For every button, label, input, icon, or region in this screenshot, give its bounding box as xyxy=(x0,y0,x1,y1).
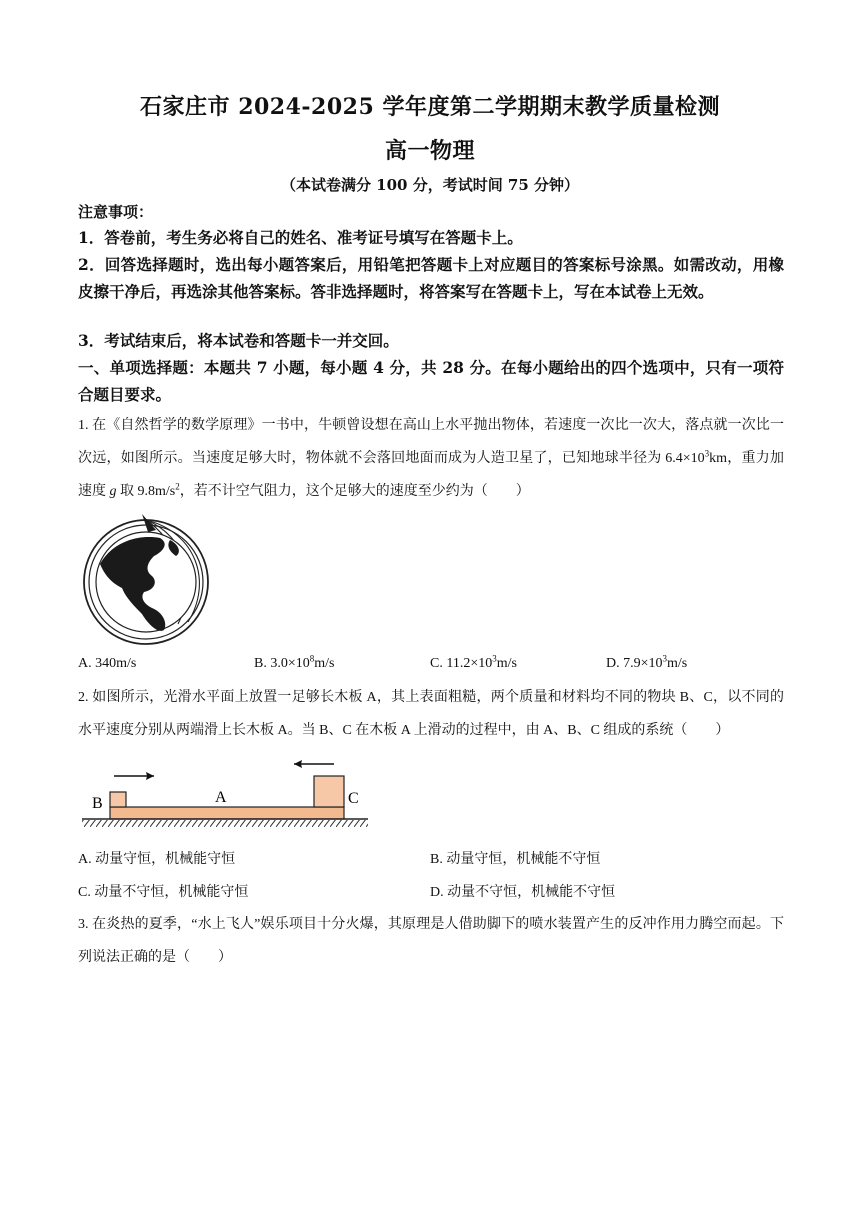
notice-heading: 注意事项： xyxy=(78,203,154,221)
section-heading: 一、单项选择题：本题共 7 小题，每小题 4 分，共 28 分。在每小题给出的四个选项中，只有一项符合题目要求。 xyxy=(78,358,784,404)
notice-item-3: 3．考试结束后，将本试卷和答题卡一并交回。 xyxy=(78,331,399,350)
board-a xyxy=(110,807,344,819)
question-3-text: 3. 在炎热的夏季，“水上飞人”娱乐项目十分火爆，其原理是人借助脚下的喷水装置产生的反冲作用力腾空而起。下列说法正确的是（ ） xyxy=(78,917,784,965)
q1-option-b[interactable]: B. $3.0\times 10^8m/s$ xyxy=(254,653,335,671)
label-b: B xyxy=(92,795,103,812)
exam-title: 石家庄市 2024-2025 学年度第二学期期末教学质量检测 xyxy=(140,94,720,120)
question-1-text: 1. 在《自然哲学的数学原理》一书中，牛顿曾设想在高山上水平抛出物体，若速度一次比一次大，落点就一次比一次远，如图所示。当速度足够大时，物体就不会落回地面而成为人造卫星了，已知地球半径为 $6.4\times 10^3km$，重力加速度 g 取 $9.8m/s^2$，若不计空气阻力，这个足够大的速度至少约为（ ） xyxy=(78,418,784,499)
exam-duration-note: （本试卷满分 100 分，考试时间 75 分钟） xyxy=(280,176,580,194)
q2-option-b[interactable]: B. 动量守恒，机械能不守恒 xyxy=(430,852,601,867)
block-b xyxy=(110,792,126,807)
q1-option-a[interactable]: A. 340m/s xyxy=(78,656,137,671)
arrow-left-icon xyxy=(294,760,334,768)
block-c xyxy=(314,776,344,807)
q2-option-a[interactable]: A. 动量守恒，机械能守恒 xyxy=(78,852,236,867)
notice-item-1: 1．答卷前，考生务必将自己的姓名、准考证号填写在答题卡上。 xyxy=(78,228,523,247)
earth-orbit-figure xyxy=(78,512,218,646)
q1-option-d[interactable]: D. $7.9\times 10^3m/s$ xyxy=(606,653,688,671)
q1-option-c[interactable]: C. $11.2\times 10^3m/s$ xyxy=(430,653,517,671)
label-c: C xyxy=(348,790,359,807)
question-2-text: 2. 如图所示，光滑水平面上放置一足够长木板 A，其上表面粗糙，两个质量和材料均不同的物块 B、C，以不同的水平速度分别从两端滑上长木板 A。当 B、C 在木板 A 上滑动的过程中，由 A、B、C 组成的系统（ ） xyxy=(78,690,784,738)
q2-option-d[interactable]: D. 动量不守恒，机械能不守恒 xyxy=(430,885,616,900)
label-a: A xyxy=(215,789,227,806)
q2-option-c[interactable]: C. 动量不守恒，机械能守恒 xyxy=(78,885,249,900)
subject-title: 高一物理 xyxy=(384,138,475,164)
arrow-right-icon xyxy=(114,772,154,780)
notice-item-2: 2．回答选择题时，选出每小题答案后，用铅笔把答题卡上对应题目的答案标号涂黑。如需改动，用橡皮擦干净后，再选涂其他答案标。答非选择题时，将答案写在答题卡上，写在本试卷上无效。 xyxy=(78,255,784,301)
board-blocks-figure xyxy=(78,755,378,831)
